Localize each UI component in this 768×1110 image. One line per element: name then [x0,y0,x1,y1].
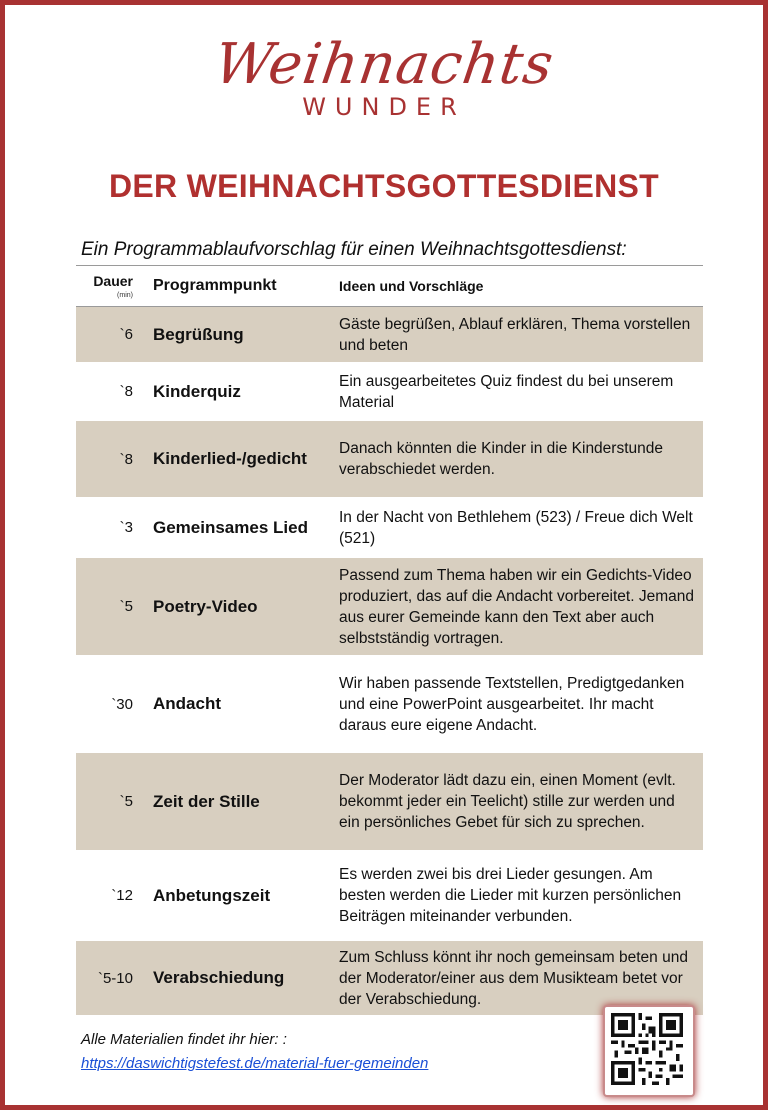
table-row [76,363,703,421]
page-subtitle: Ein Programmablaufvorschlag für einen Weihnachtsgottesdienst: [81,239,627,260]
row-program-item: Anbetungszeit [153,885,271,905]
row-ideas: Danach könnten die Kinder in die Kinderstunde verabschiedet werden. [339,440,664,478]
row-ideas: Wir haben passende Textstellen, Predigtgedanken und eine PowerPoint ausgearbeitet. Ihr macht daraus eure eigene Andacht. [339,674,685,734]
row-program-item: Kinderquiz [153,381,241,401]
header-ideas: Ideen und Vorschläge [339,278,484,294]
page-title: DER WEIHNACHTSGOTTESDIENST [108,168,660,204]
table-row [76,498,703,558]
table-row [76,851,703,941]
weihnachtswunder-logo [5,33,763,133]
row-program-item: Andacht [153,694,221,713]
header-duration-unit: (min) [117,292,133,299]
qr-code-icon [611,1013,683,1085]
row-program-item: Gemeinsames Lied [153,517,308,537]
table-header [76,265,703,307]
row-ideas: Zum Schluss könnt ihr noch gemeinsam beten und der Moderator/einer aus dem Musikteam betet vor der Verabschiedung. [339,948,688,1008]
table-row [76,421,703,498]
row-duration: `8 [119,383,133,400]
row-ideas: Es werden zwei bis drei Lieder gesungen. Am besten werden die Lieder mit kurzen persönlichen Beiträgen miteinander verbunden. [339,866,682,925]
row-ideas: Der Moderator lädt dazu ein, einen Moment (evlt. bekommt jeder ein Teelicht) stille zur werden und ein persönliches Gebet für sich zu sprechen. [339,772,676,831]
row-program-item: Poetry-Video [153,596,258,616]
program-table [76,265,703,1016]
row-duration: `3 [119,519,133,536]
row-ideas: Passend zum Thema haben wir ein Gedichts-Video produziert, das auf die Andacht vorbereitet. Jemand aus eurer Gemeinde kann den Text aber auch selbstständig vortragen. [339,566,694,647]
materials-link[interactable]: https://daswichtigstefest.de/material-fuer-gemeinden [81,1055,429,1072]
row-program-item: Verabschiedung [153,968,285,987]
row-duration: `8 [119,450,133,468]
row-duration: `12 [111,887,133,904]
row-program-item: Kinderlied-/gedicht [153,449,307,468]
row-program-item: Zeit der Stille [153,791,260,811]
materials-label: Alle Materialien findet ihr hier: : [81,1031,287,1048]
header-program-item: Programmpunkt [153,277,277,294]
row-duration: `6 [119,326,133,343]
table-row [76,656,703,753]
logo-caps-text: WUNDER [302,93,466,121]
header-duration-label: Dauer [93,273,133,289]
row-duration: `30 [111,695,133,713]
row-duration: `5 [119,598,133,615]
header-duration [76,266,133,306]
table-row [76,753,703,851]
row-ideas: In der Nacht von Bethlehem (523) / Freue dich Welt (521) [339,508,693,547]
row-duration: `5 [119,793,133,810]
table-row [76,307,703,363]
row-ideas: Ein ausgearbeitetes Quiz findest du bei unserem Material [339,372,674,411]
row-ideas: Gäste begrüßen, Ablauf erklären, Thema vorstellen und beten [339,315,691,354]
row-duration: `5-10 [97,969,133,987]
table-row [76,558,703,656]
qr-code[interactable] [603,1005,695,1097]
row-program-item: Begrüßung [153,324,244,344]
logo-script-text: Weihnachts [210,32,558,97]
